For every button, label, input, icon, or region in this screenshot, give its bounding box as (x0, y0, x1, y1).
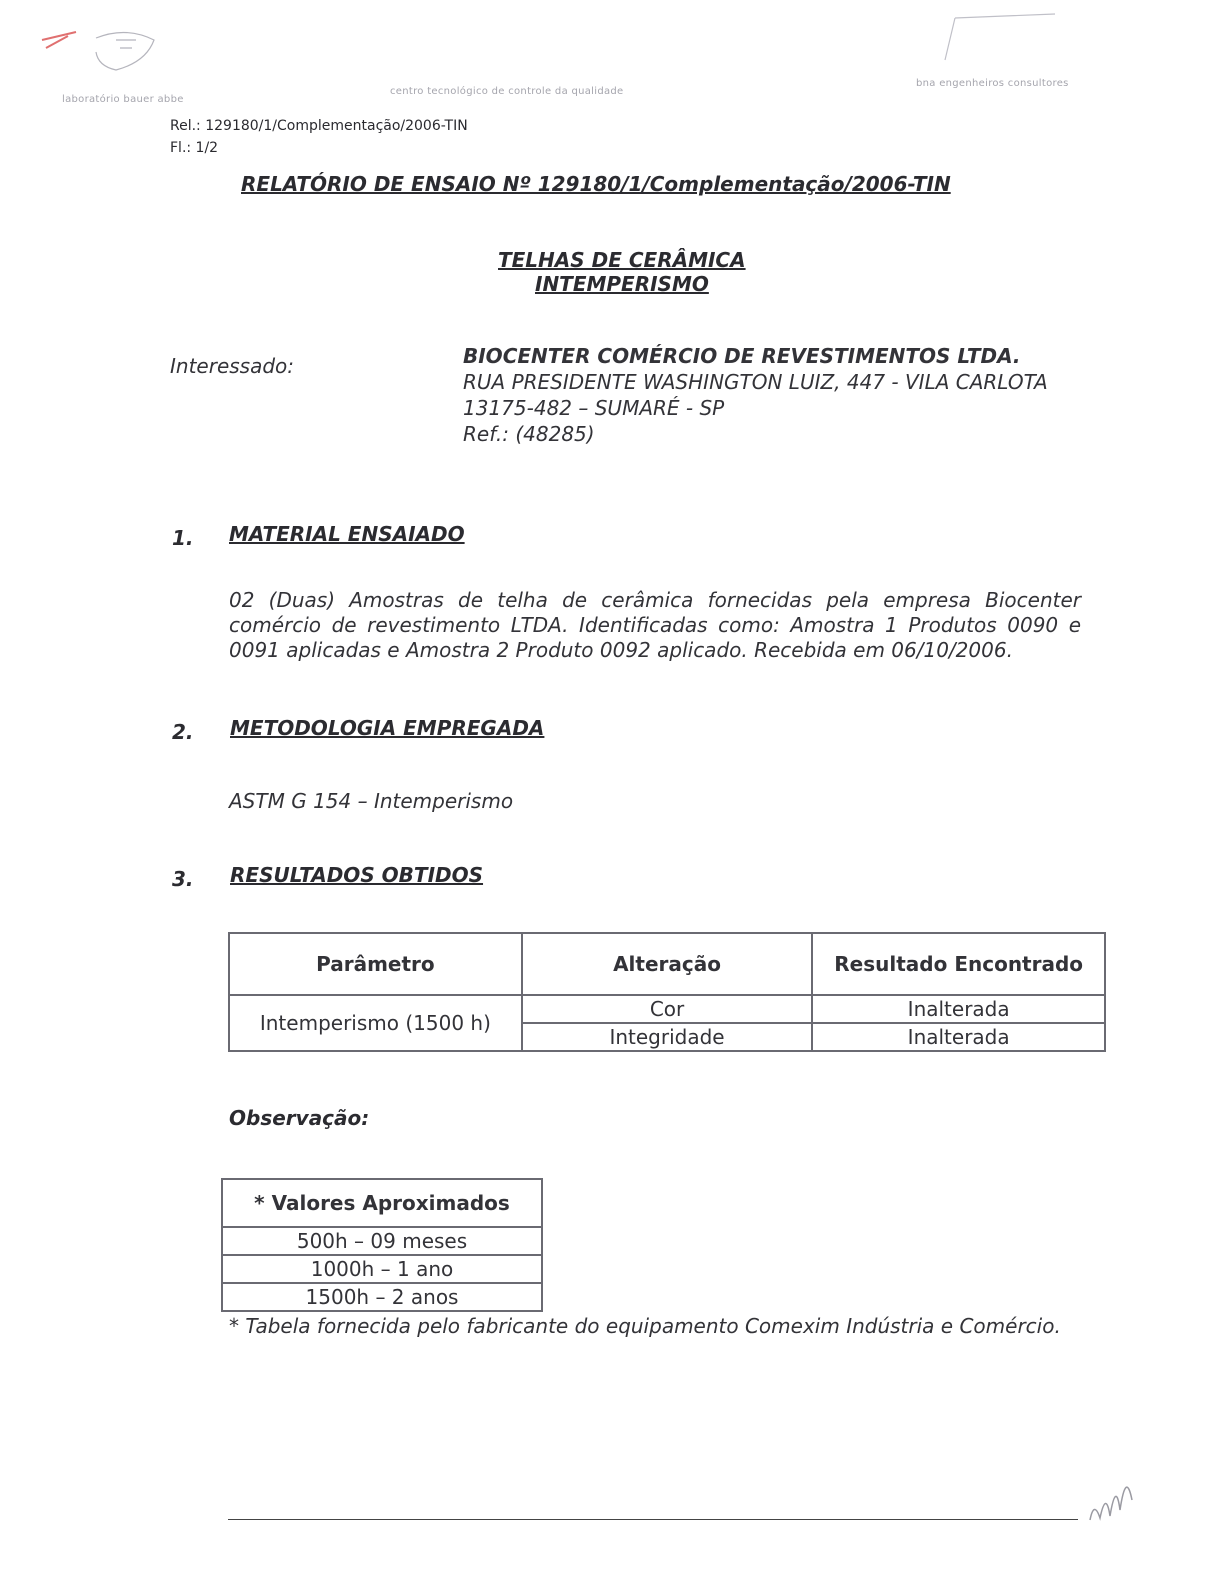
interessado-block (463, 343, 1048, 447)
subtitle-line1: TELHAS DE CERÂMICA (498, 248, 746, 272)
header-resultado: Resultado Encontrado (812, 933, 1105, 995)
approx-value-cell: 1000h – 1 ano (222, 1255, 542, 1283)
parameter-cell: Intemperismo (1500 h) (229, 995, 522, 1051)
section-2-title: METODOLOGIA EMPREGADA (230, 716, 545, 740)
interessado-label: Interessado: (170, 354, 295, 378)
observacao-label: Observação: (229, 1106, 370, 1130)
section-1-number: 1. (172, 526, 194, 550)
approx-table-header: * Valores Aproximados (222, 1179, 542, 1227)
results-table (228, 932, 1106, 1052)
approx-value-cell: 1500h – 2 anos (222, 1283, 542, 1311)
alteracao-cell: Integridade (522, 1023, 813, 1051)
approx-table-header-row (222, 1179, 542, 1227)
section-2-number: 2. (172, 720, 194, 744)
header-lab-left: laboratório bauer abbe (62, 94, 184, 105)
header-lab-center: centro tecnológico de controle da qualidade (390, 86, 624, 97)
alteracao-cell: Cor (522, 995, 813, 1023)
section-1-text: 02 (Duas) Amostras de telha de cerâmica fornecidas pela empresa Biocenter comércio de revestimento LTDA. Identificadas como: Amostra 1 Produtos 0090 e 0091 aplicadas e Amostra 2 Produto 0092 aplicado. Recebida em 06/10/2006. (229, 588, 1081, 662)
report-title: RELATÓRIO DE ENSAIO Nº 129180/1/Complementação/2006-TIN (241, 172, 951, 196)
subtitle-line2: INTEMPERISMO (535, 272, 709, 296)
approx-values-table (221, 1178, 543, 1312)
resultado-cell: Inalterada (812, 995, 1105, 1023)
header-lab-right: bna engenheiros consultores (916, 78, 1069, 89)
results-table-header-row (229, 933, 1105, 995)
table-row (222, 1283, 542, 1311)
company-ref: Ref.: (48285) (463, 422, 595, 446)
company-city: 13175-482 – SUMARÉ - SP (463, 396, 725, 420)
section-1-title: MATERIAL ENSAIADO (229, 522, 465, 546)
company-name: BIOCENTER COMÉRCIO DE REVESTIMENTOS LTDA. (463, 344, 1021, 368)
table-row (229, 995, 1105, 1023)
company-street: RUA PRESIDENTE WASHINGTON LUIZ, 447 - VILA CARLOTA (463, 370, 1048, 394)
lab-logo-right (935, 10, 1065, 70)
observacao-note: * Tabela fornecida pelo fabricante do equipamento Comexim Indústria e Comércio. (229, 1314, 1061, 1338)
lab-logo-left (36, 22, 166, 82)
table-row (222, 1227, 542, 1255)
header-alteracao: Alteração (522, 933, 813, 995)
section-3-number: 3. (172, 867, 194, 891)
section-3-title: RESULTADOS OBTIDOS (230, 863, 484, 887)
resultado-cell: Inalterada (812, 1023, 1105, 1051)
report-reference: Rel.: 129180/1/Complementação/2006-TIN (170, 118, 468, 134)
signature-mark (1080, 1460, 1160, 1530)
page-number: Fl.: 1/2 (170, 140, 219, 156)
header-parametro: Parâmetro (229, 933, 522, 995)
section-2-text: ASTM G 154 – Intemperismo (229, 789, 514, 813)
table-row (222, 1255, 542, 1283)
approx-value-cell: 500h – 09 meses (222, 1227, 542, 1255)
footer-divider (228, 1519, 1078, 1520)
